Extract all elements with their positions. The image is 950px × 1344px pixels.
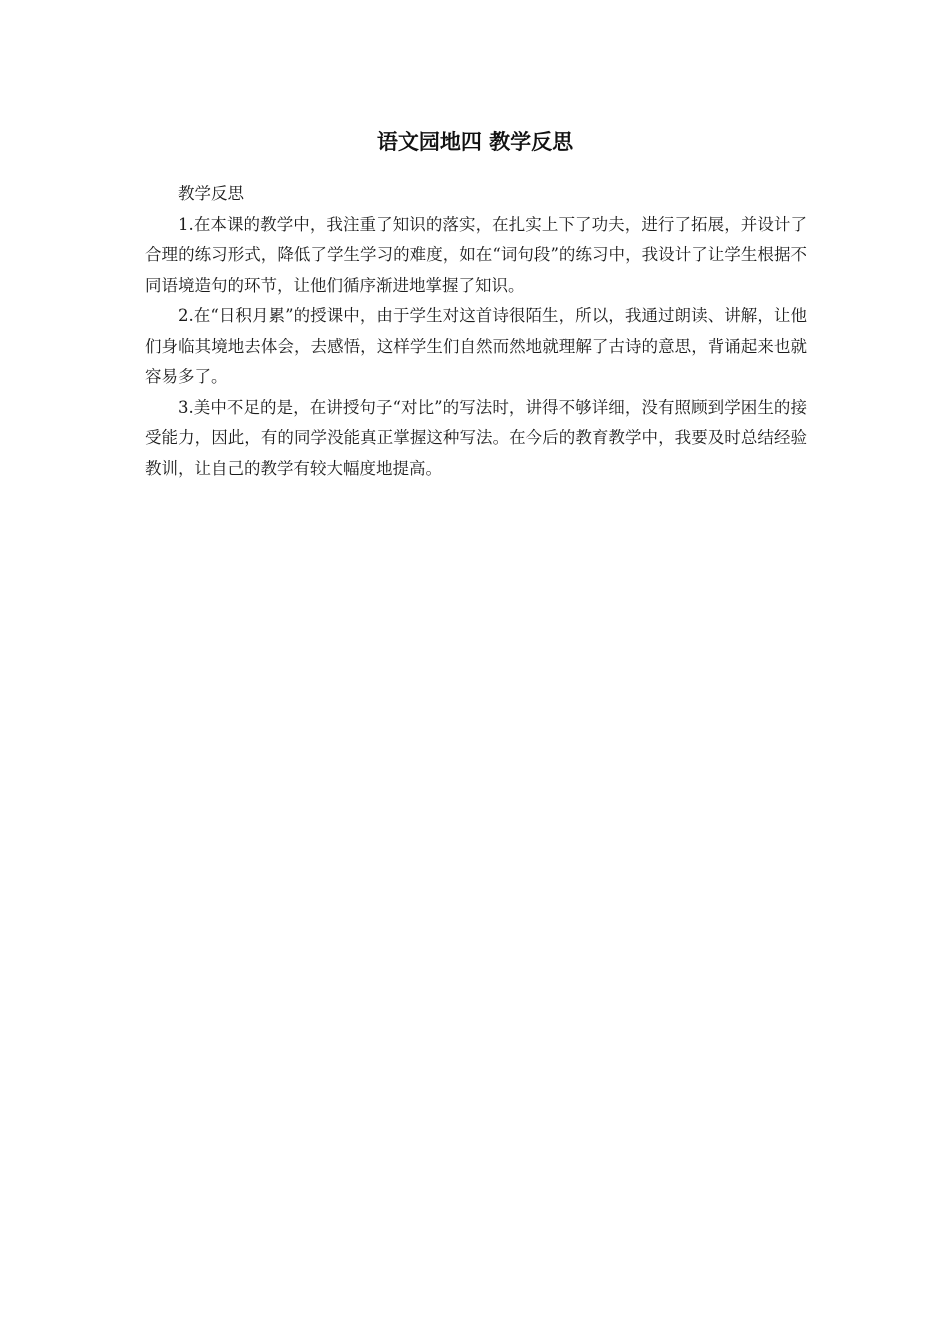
- paragraph-2: 2.在“日积月累”的授课中，由于学生对这首诗很陌生，所以，我通过朗读、讲解，让他们身临其境地去体会，去感悟，这样学生们自然而然地就理解了古诗的意思，背诵起来也就容易多了。: [145, 306, 807, 386]
- document-body: [145, 179, 807, 484]
- section-heading: 教学反思: [178, 184, 244, 203]
- document-title: 语文园地四 教学反思: [376, 129, 574, 154]
- paragraph-3: 3.美中不足的是，在讲授句子“对比”的写法时，讲得不够详细，没有照顾到学困生的接受能力，因此，有的同学没能真正掌握这种写法。在今后的教育教学中，我要及时总结经验教训，让自己的教学有较大幅度地提高。: [145, 397, 807, 478]
- paragraph-1: 1.在本课的教学中，我注重了知识的落实，在扎实上下了功夫，进行了拓展，并设计了合理的练习形式，降低了学生学习的难度，如在“词句段”的练习中，我设计了让学生根据不同语境造句的环节，让他们循序渐进地掌握了知识。: [145, 214, 807, 295]
